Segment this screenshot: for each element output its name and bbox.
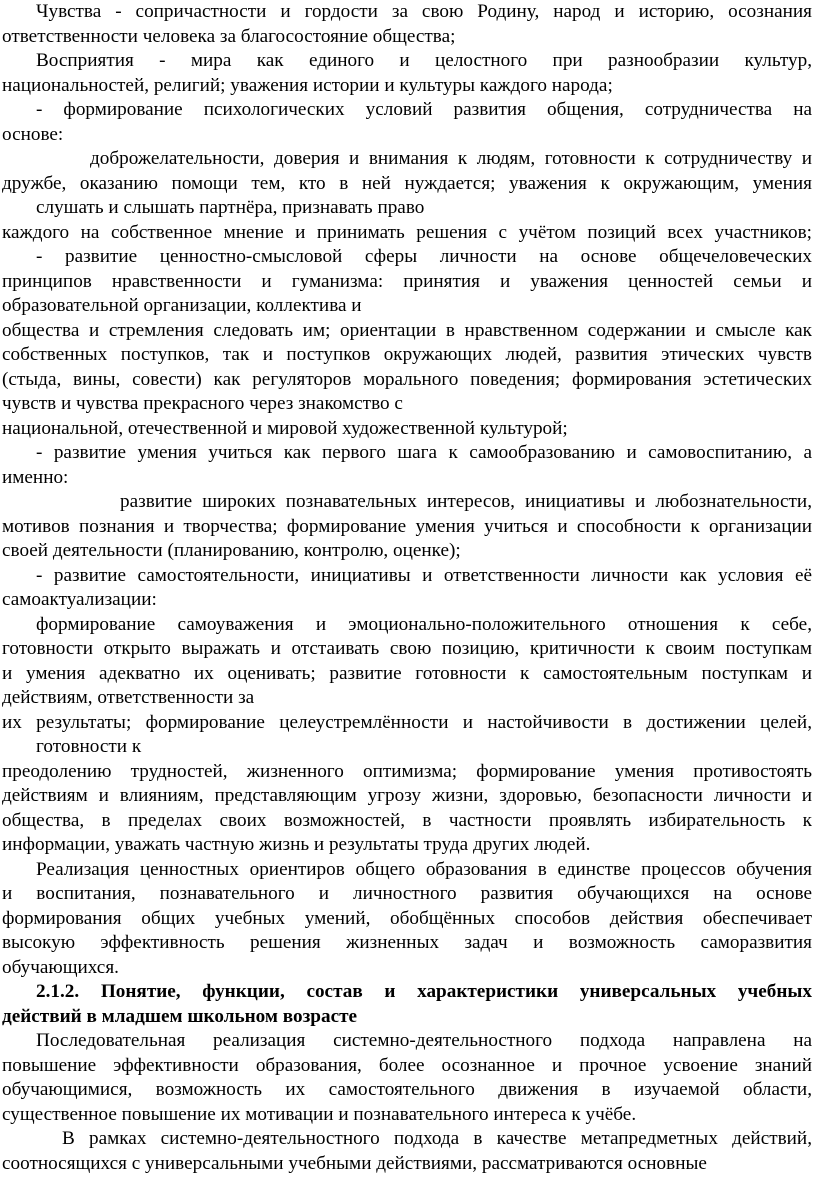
text-line: готовности открыто выражать и отстаивать свою позицию, критичности к своим поступкам [2,638,812,659]
text-line: и умения адекватно их оценивать; развитие готовности к самостоятельным поступкам и [2,662,812,684]
text-line: национальностей, религий; уважения истории и культуры каждого народа; [2,74,613,96]
text-line: - формирование психологических условий развития общения, сотрудничества на [36,99,812,120]
text-line: информации, уважать частную жизнь и результаты труда других людей. [2,834,591,855]
text-line: их результаты; формирование целеустремлённости и настойчивости в достижении целей, [2,711,812,733]
text-line: мотивов познания и творчества; формирование умения учиться и способности к организации [2,515,812,537]
text-line: Чувства - сопричастности и гордости за свою Родину, народ и историю, осознания [36,1,812,22]
text-line: Реализация ценностных ориентиров общего образования в единстве процессов обучения [36,858,812,880]
text-line: существенное повышение их мотивации и познавательного интереса к учёбе. [2,1103,637,1125]
text-line: - развитие умения учиться как первого шага к самообразованию и самовоспитанию, а [36,442,812,463]
text-line: действиям и влияниям, представляющим угрозу жизни, здоровью, безопасности личности и [2,785,812,806]
text-line: чувств и чувства прекрасного через знакомство с [2,393,403,414]
text-line: слушать и слышать партнёра, признавать право [36,197,425,218]
text-line: соотносящихся с универсальными учебными действиями, рассматриваются основные [2,1152,707,1174]
text-line: (стыда, вины, совести) как регуляторов морального поведения; формирования эстетических [2,368,812,390]
text-line: - развитие ценностно-смысловой сферы личности на основе общечеловеческих [36,246,812,267]
text-line: преодолению трудностей, жизненного оптимизма; формирование умения противостоять [2,760,812,782]
text-line: самоактуализации: [2,589,157,610]
text-line: доброжелательности, доверия и внимания к людям, готовности к сотрудничеству и [90,148,812,169]
text-line: образовательной организации, коллектива и [2,295,362,316]
text-line: основе: [2,123,64,145]
text-line: национальной, отечественной и мировой художественной культурой; [2,417,568,439]
text-line: формирование самоуважения и эмоционально-положительного отношения к себе, [36,613,812,635]
text-line: общества и стремления следовать им; ориентации в нравственном содержании и смысле как [2,319,812,341]
text-line: своей деятельности (планированию, контролю, оценке); [2,540,461,561]
text-line: ответственности человека за благосостояние общества; [2,25,456,47]
text-line: именно: [2,466,69,488]
text-line: Восприятия - мира как единого и целостного при разнообразии культур, [36,50,812,71]
section-heading: 2.1.2. Понятие, функции, состав и характеристики универсальных учебных [36,981,812,1002]
text-line: формирования общих учебных умений, обобщённых способов действия обеспечивает [2,907,812,929]
text-line: - развитие самостоятельности, инициативы и ответственности личности как условия её [36,564,812,586]
text-line: собственных поступков, так и поступков окружающих людей, развития этических чувств [2,344,812,365]
text-line: готовности к [36,736,142,757]
text-line: дружбе, оказанию помощи тем, кто в ней нуждается; уважения к окружающим, умения [2,172,812,194]
text-line: развитие широких познавательных интересов, инициативы и любознательности, [120,491,812,512]
section-heading: действий в младшем школьном возрасте [2,1005,358,1027]
text-line: каждого на собственное мнение и принимать решения с учётом позиций всех участников; [2,221,812,243]
text-line: обучающихся. [2,956,119,978]
text-line: В рамках системно-деятельностного подхода в качестве метапредметных действий, [62,1128,812,1149]
text-line: действиям, ответственности за [2,687,255,708]
text-line: Последовательная реализация системно-деятельностного подхода направлена на [36,1030,812,1051]
text-line: и воспитания, познавательного и личностного развития обучающихся на основе [2,883,812,904]
text-line: общества, в пределах своих возможностей, в частности проявлять избирательность к [2,809,812,831]
text-line: повышение эффективности образования, более осознанное и прочное усвоение знаний [2,1054,812,1076]
text-line: принципов нравственности и гуманизма: принятия и уважения ценностей семьи и [2,270,812,292]
text-line: обучающимися, возможность их самостоятельного движения в изучаемой области, [2,1079,812,1100]
text-line: высокую эффективность решения жизненных задач и возможность саморазвития [2,932,812,953]
